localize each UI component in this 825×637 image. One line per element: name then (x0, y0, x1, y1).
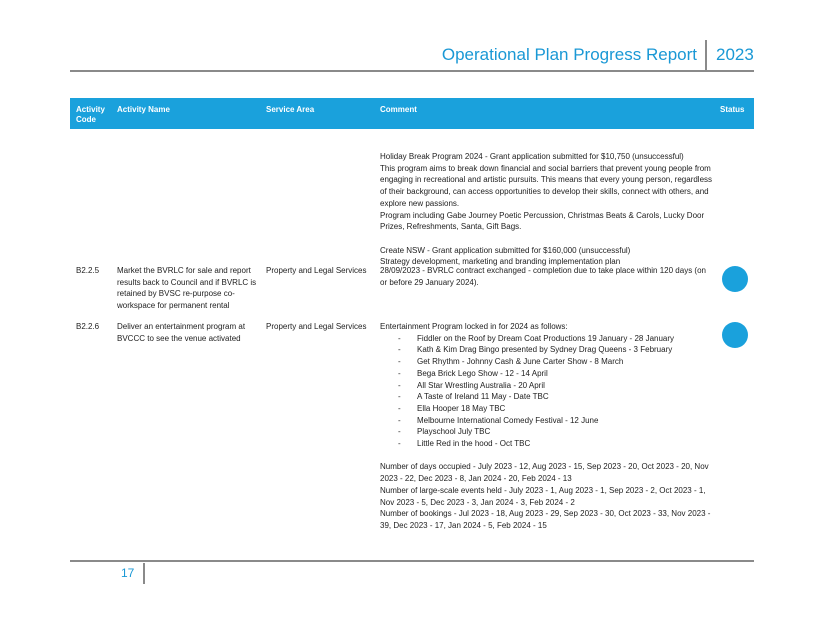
col-header-comment: Comment (380, 105, 417, 114)
program-list (398, 333, 714, 450)
list-item: - Fiddler on the Roof by Dream Coat Productions 19 January - 28 January (398, 333, 714, 345)
header-rule (70, 70, 754, 72)
report-title: Operational Plan Progress Report (441, 45, 697, 64)
activity-name: Deliver an entertainment program at BVCCC to see the venue activated (117, 322, 246, 343)
comment-line: Program including Gabe Journey Poetic Percussion, Christmas Beats & Carols, Lucky Door Prizes, Refreshments, Santa, Gift Bags. (380, 210, 705, 232)
comment-intro: Entertainment Program locked in for 2024 as follows: (380, 322, 568, 331)
continuation-comment (380, 151, 714, 268)
header-divider (705, 40, 707, 70)
comment-line: Strategy development, marketing and branding implementation plan (380, 257, 621, 267)
col-header-area: Service Area (266, 105, 315, 114)
service-area: Property and Legal Services (266, 266, 367, 275)
activity-code: B2.2.6 (76, 322, 100, 331)
table-header (70, 98, 754, 129)
list-item: - Ella Hooper 18 May TBC (398, 403, 714, 415)
list-item: - Melbourne International Comedy Festival - 12 June (398, 415, 714, 427)
comment-line: Create NSW - Grant application submitted for $160,000 (unsuccessful) (380, 245, 631, 255)
stat-bookings: Number of bookings - Jul 2023 - 18, Aug 2023 - 29, Sep 2023 - 30, Oct 2023 - 33, Nov 2023 - 39, Dec 2023 - 17, Jan 2024 - 5, Feb 2024 - 15 (380, 509, 711, 530)
list-item: - Get Rhythm - Johnny Cash & June Carter Show - 8 March (398, 356, 714, 368)
footer-rule (70, 560, 754, 562)
comment (380, 321, 714, 532)
list-item: - A Taste of Ireland 11 May - Date TBC (398, 391, 714, 403)
list-item: - Bega Brick Lego Show - 12 - 14 April (398, 368, 714, 380)
stat-events: Number of large-scale events held - July 2023 - 1, Aug 2023 - 1, Sep 2023 - 2, Oct 2023 - 1, Nov 2023 - 5, Dec 2023 - 3, Jan 2024 - 3, Feb 2024 - 2 (380, 485, 706, 507)
activity-code: B2.2.5 (76, 266, 100, 275)
list-item: - Playschool July TBC (398, 426, 714, 438)
comment-line: Holiday Break Program 2024 - Grant application submitted for $10,750 (unsuccessful) (380, 152, 684, 161)
report-year: 2023 (716, 45, 754, 64)
status-indicator (722, 322, 748, 348)
status-indicator (722, 266, 748, 292)
list-item: - All Star Wrestling Australia - 20 April (398, 380, 714, 392)
comment-line: This program aims to break down financial and social barriers that prevent young people from engaging in recreational and artistic pursuits. This means that every young person, regardless of their background, can access opportunities to develop their skills, connect with others, and explore new passions. (380, 163, 713, 208)
col-header-code: Activity Code (76, 105, 105, 124)
comment: 28/09/2023 - BVRLC contract exchanged - completion due to take place within 120 days (on or before 29 January 2024). (380, 266, 706, 287)
footer-divider (143, 563, 145, 584)
list-item: - Little Red in the hood - Oct TBC (398, 438, 714, 450)
stat-occupied: Number of days occupied - July 2023 - 12, Aug 2023 - 15, Sep 2023 - 20, Oct 2023 - 20, Nov 2023 - 22, Dec 2023 - 8, Jan 2024 - 20, Feb 2024 - 13 (380, 462, 709, 484)
col-header-status: Status (720, 105, 745, 114)
service-area: Property and Legal Services (266, 322, 367, 331)
col-header-name: Activity Name (117, 105, 170, 114)
list-item: - Kath & Kim Drag Bingo presented by Sydney Drag Queens - 3 February (398, 344, 714, 356)
activity-name: Market the BVRLC for sale and report results back to Council and if BVRLC is retained by BVSC re-purpose co-workspace for permanent rental (117, 266, 257, 311)
page-number: 17 (121, 566, 135, 580)
